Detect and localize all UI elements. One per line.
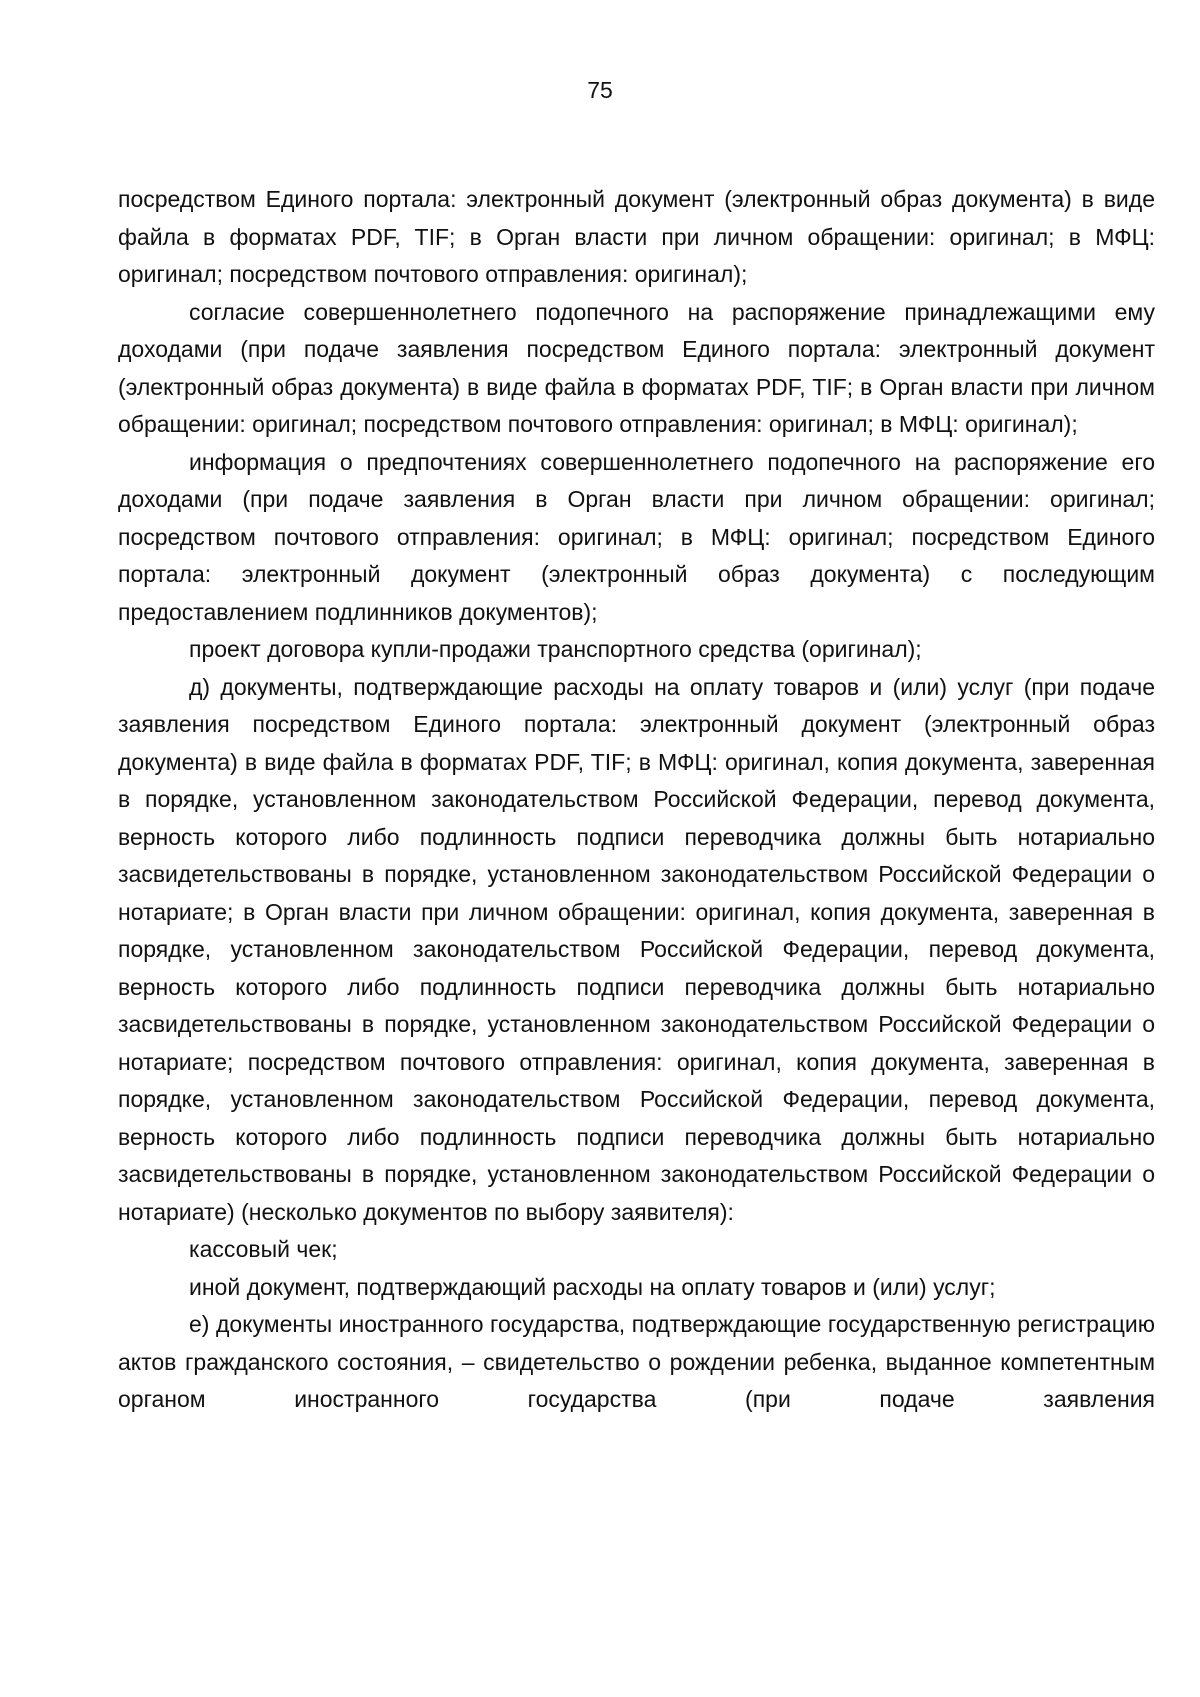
paragraph-expense-documents: д) документы, подтверждающие расходы на оплату товаров и (или) услуг (при подаче заявления посредством Единого портала: электронный документ (электронный образ документа) в виде файла в форматах PDF, TIF; в МФЦ: оригинал, копия документа, заверенная в порядке, установленном законодательством Российской Федерации, перевод документа, верность которого либо подлинность подписи переводчика должны быть нотариально засвидетельствованы в порядке, установленном законодательством Российской Федерации о нотариате; в Орган власти при личном обращении: оригинал, копия документа, заверенная в порядке, установленном законодательством Российской Федерации, перевод документа, верность которого либо подлинность подписи переводчика должны быть нотариально засвидетельствованы в порядке, установленном законодательством Российской Федерации о нотариате; посредством почтового отправления: оригинал, копия документа, заверенная в порядке, установленном законодательством Российской Федерации, перевод документа, верность которого либо подлинность подписи переводчика должны быть нотариально засвидетельствованы в порядке, установленном законодательством Российской Федерации о нотариате) (несколько документов по выбору заявителя):	[118, 673, 1155, 1225]
paragraph-foreign-documents: е) документы иностранного государства, подтверждающие государственную регистрацию актов гражданского состояния, – свидетельство о рождении ребенка, выданное компетентным органом иностранного государства (при подаче заявления	[118, 1311, 1155, 1412]
paragraph-ward-preferences: информация о предпочтениях совершеннолетнего подопечного на распоряжение его доходами (при подаче заявления в Орган власти при личном обращении: оригинал; посредством почтового отправления: оригинал; в МФЦ: оригинал; посредством Единого портала: электронный документ (электронный образ документа) с последующим предоставлением подлинников документов);	[118, 448, 1155, 625]
document-body	[118, 181, 1155, 1419]
paragraph-other-document: иной документ, подтверждающий расходы на оплату товаров и (или) услуг;	[189, 1273, 996, 1300]
paragraph-ward-consent: согласие совершеннолетнего подопечного на распоряжение принадлежащими ему доходами (при подаче заявления посредством Единого портала: электронный документ (электронный образ документа) в виде файла в форматах PDF, TIF; в Орган власти при личном обращении: оригинал; посредством почтового отправления: оригинал; в МФЦ: оригинал);	[118, 298, 1155, 437]
paragraph-portal-formats: посредством Единого портала: электронный документ (электронный образ документа) в виде файла в форматах PDF, TIF; в Орган власти при личном обращении: оригинал; в МФЦ: оригинал; посредством почтового отправления: оригинал);	[118, 186, 1155, 287]
paragraph-sale-contract-draft: проект договора купли-продажи транспортного средства (оригинал);	[189, 636, 922, 662]
paragraph-cash-receipt: кассовый чек;	[189, 1236, 338, 1262]
page-number: 75	[587, 77, 613, 103]
